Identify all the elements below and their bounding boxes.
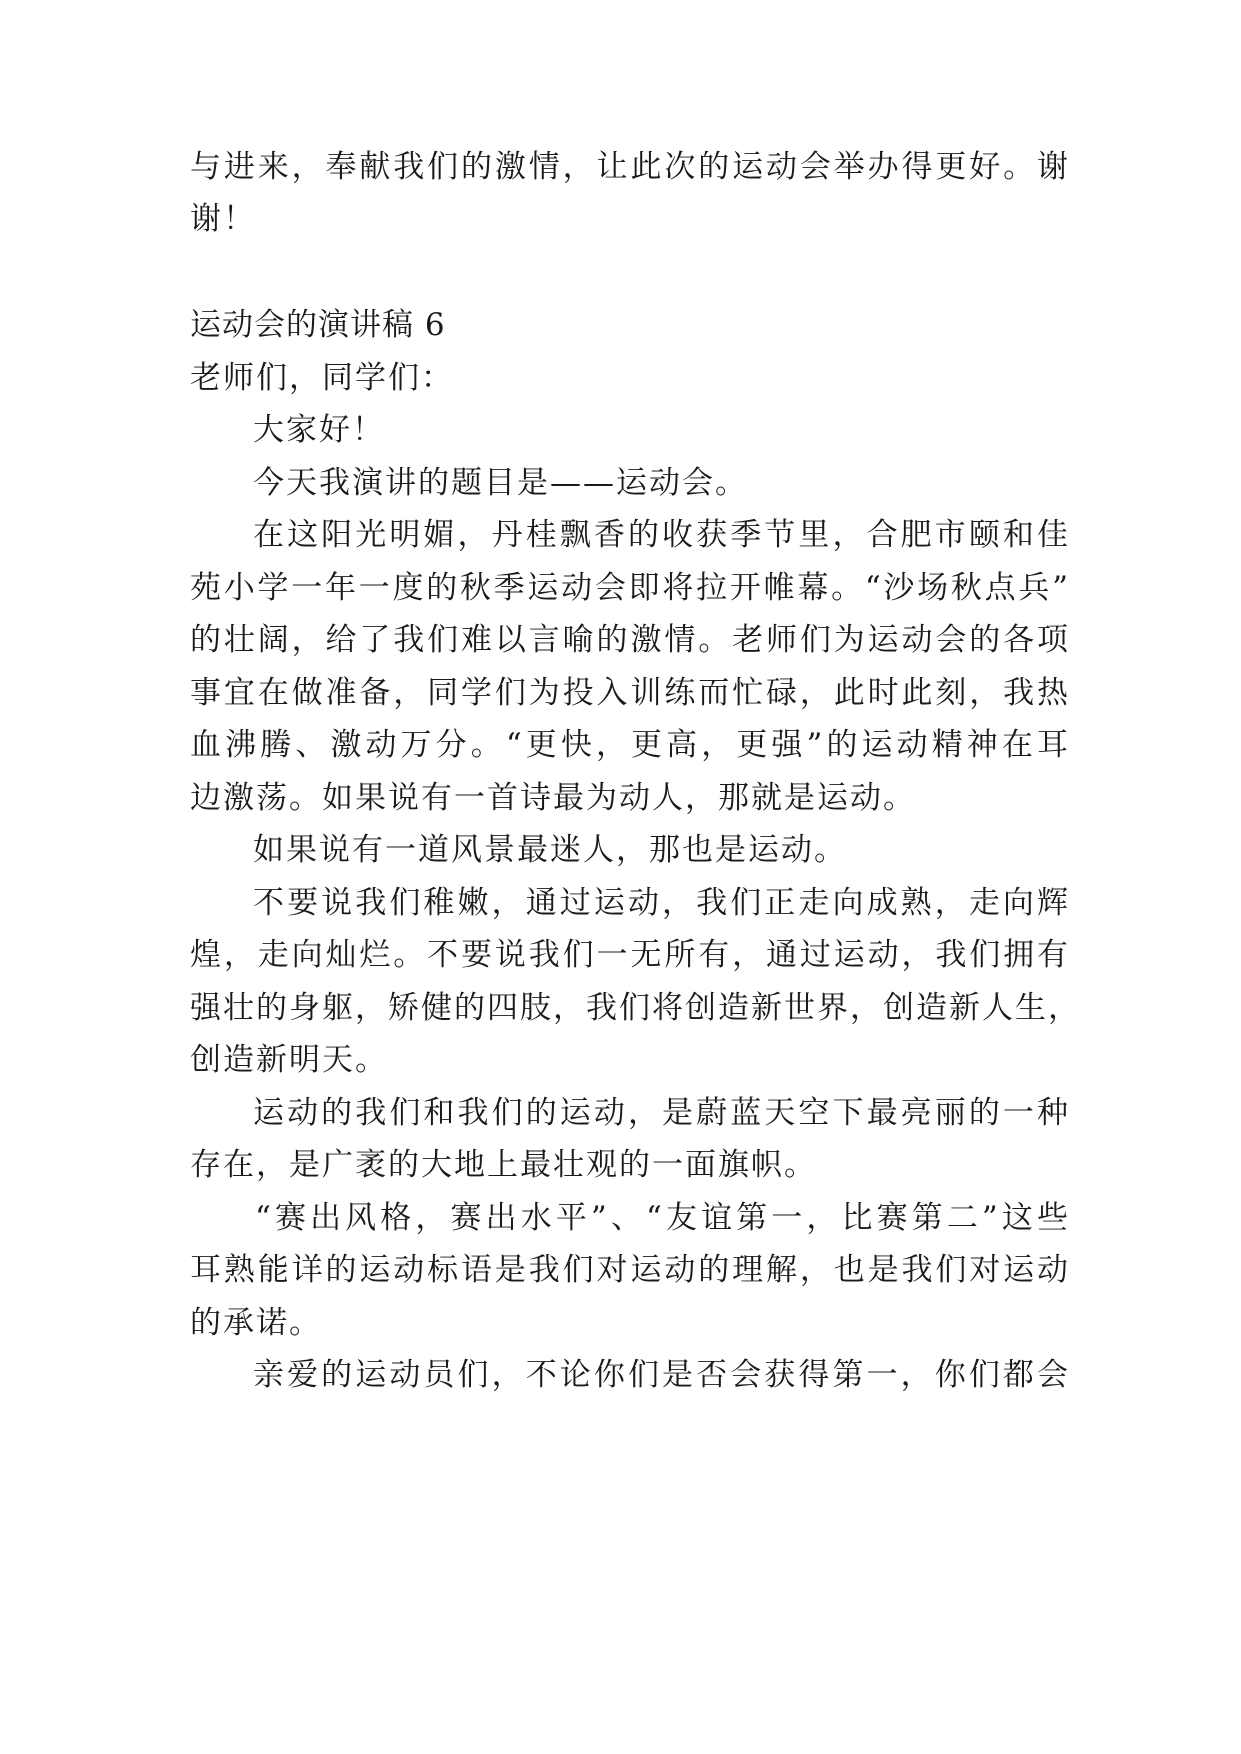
paragraph-5-line-2: 耳熟能详的运动标语是我们对运动的理解，也是我们对运动: [190, 1252, 1070, 1288]
paragraph-1-line-4: 事宜在做准备，同学们为投入训练而忙碌，此时此刻，我热: [190, 675, 1070, 711]
paragraph-1-line-6: 边激荡。如果说有一首诗最为动人，那就是运动。: [190, 780, 916, 816]
continuation-line-2: 谢！: [190, 201, 256, 237]
paragraph-1-line-2: 苑小学一年一度的秋季运动会即将拉开帷幕。“沙场秋点兵”: [190, 570, 1070, 606]
paragraph-3-line-1: 不要说我们稚嫩，通过运动，我们正走向成熟，走向辉: [253, 885, 1070, 921]
paragraph-1-line-5: 血沸腾、激动万分。“更快，更高，更强”的运动精神在耳: [190, 727, 1070, 763]
paragraph-3-line-4: 创造新明天。: [190, 1042, 388, 1078]
paragraph-5-line-3: 的承诺。: [190, 1305, 322, 1341]
paragraph-1-line-3: 的壮阔，给了我们难以言喻的激情。老师们为运动会的各项: [190, 622, 1070, 658]
greeting: 大家好！: [253, 412, 385, 448]
paragraph-4-line-2: 存在，是广袤的大地上最壮观的一面旗帜。: [190, 1147, 817, 1183]
paragraph-5-line-1: “赛出风格，赛出水平”、“友谊第一，比赛第二”这些: [255, 1200, 1070, 1236]
section-title: 运动会的演讲稿 6: [190, 307, 446, 343]
paragraph-6-line-1: 亲爱的运动员们，不论你们是否会获得第一，你们都会: [253, 1357, 1070, 1393]
continuation-line-1: 与进来，奉献我们的激情，让此次的运动会举办得更好。谢: [190, 149, 1070, 185]
paragraph-3-line-2: 煌，走向灿烂。不要说我们一无所有，通过运动，我们拥有: [190, 937, 1070, 973]
salutation: 老师们，同学们：: [190, 360, 454, 396]
paragraph-4-line-1: 运动的我们和我们的运动，是蔚蓝天空下最亮丽的一种: [253, 1095, 1070, 1131]
paragraph-3-line-3: 强壮的身躯，矫健的四肢，我们将创造新世界，创造新人生，: [190, 990, 1081, 1026]
paragraph-2: 如果说有一道风景最迷人，那也是运动。: [253, 832, 847, 868]
paragraph-1-line-1: 在这阳光明媚，丹桂飘香的收获季节里，合肥市颐和佳: [253, 517, 1070, 553]
topic-line: 今天我演讲的题目是——运动会。: [253, 465, 748, 501]
